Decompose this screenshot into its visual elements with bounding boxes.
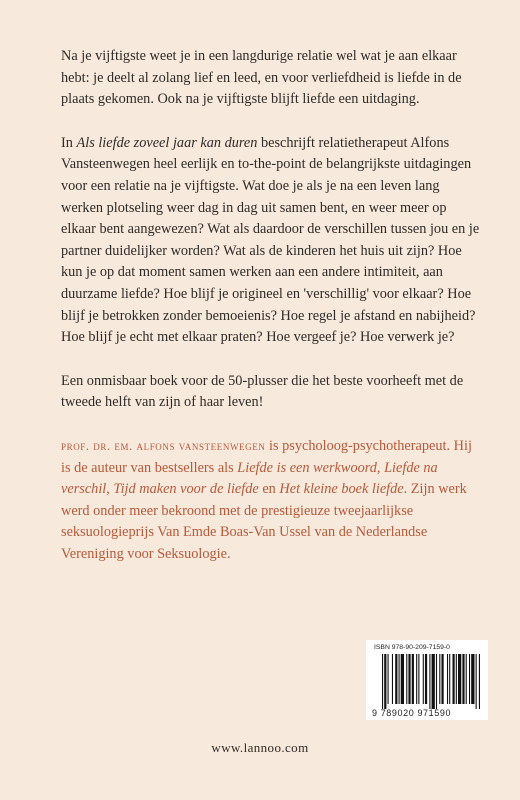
barcode-bar	[439, 654, 440, 704]
bio-text-1: is psycholoog-psychotherapeut. Hij is de auteur van bestsellers als	[61, 437, 472, 476]
barcode-bar	[412, 654, 414, 704]
barcode-bar	[462, 654, 464, 704]
barcode-bar	[392, 654, 393, 704]
publisher-website: www.lannoo.com	[211, 740, 309, 755]
barcode	[366, 640, 488, 720]
barcode-bar	[425, 654, 427, 704]
barcode-bars	[382, 654, 480, 709]
barcode-bar	[406, 654, 407, 704]
barcode-bar	[399, 654, 400, 704]
book-title: Als liefde zoveel jaar kan duren	[76, 134, 258, 151]
barcode-bar	[429, 654, 430, 709]
barcode-bar	[382, 654, 383, 709]
barcode-bar	[452, 654, 454, 704]
barcode-bar	[441, 654, 443, 704]
intro-paragraph: Na je vijftigste weet je in een langdurige relatie wel wat je aan elkaar hebt: je deelt al zolang lief en leed, en voor verliefdheid is liefde in de plaats gekomen. Ook na je vijftigste blijft liefde een uitdaging.	[61, 48, 462, 108]
description-paragraph	[61, 133, 481, 349]
description-text: beschrijft relatietherapeut Alfons Vansteenwegen heel eerlijk en to-the-point de belangrijkste uitdagingen voor een relatie na je vijftigste. Wat doe je als je na een leven lang werken plotseling weer dag in dag uit samen bent, en weer meer op elkaar bent aangewezen? Wat als daardoor de verschillen tussen jou en je partner duidelijker worden? Wat als de kinderen het huis uit zijn? Hoe kun je op dat moment samen werken aan een andere intimiteit, aan duurzame liefde? Hoe blijf je origineel en 'verschillig' voor elkaar? Hoe blijf je betrokken zonder bemoeienis? Hoe regel je afstand en nabijheid? Hoe blijf je echt met elkaar praten? Hoe vergeef je? Hoe verwerk je?	[61, 134, 480, 346]
barcode-bar	[432, 654, 435, 709]
barcode-digits: 9 789020 971590	[372, 708, 452, 718]
bio-text-2: . Zijn werk werd onder meer bekroond met de prestigieuze tweejaarlijkse seksuologieprijs Van Emde Boas-Van Ussel van de Nederlandse Vereniging voor Seksuologie.	[61, 481, 467, 562]
barcode-bar	[401, 654, 404, 704]
bio-separator-3: en	[258, 481, 280, 498]
barcode-bar	[416, 654, 417, 704]
bio-book-3: Tijd maken voor de liefde	[113, 481, 259, 498]
barcode-bar	[408, 654, 410, 704]
barcode-bar	[469, 654, 470, 704]
barcode-bar	[388, 654, 389, 704]
isbn-label: ISBN 978-90-209-7159-0	[374, 644, 450, 651]
barcode-bar	[436, 654, 437, 709]
barcode-bar	[466, 654, 467, 704]
barcode-bar	[395, 654, 397, 704]
bio-book-4: Het kleine boek liefde	[279, 481, 404, 498]
author-name: prof. dr. em. alfons vansteenwegen	[61, 438, 266, 453]
barcode-bar	[456, 654, 457, 704]
barcode-bar	[418, 654, 419, 704]
barcode-bar	[449, 654, 450, 704]
barcode-bar	[471, 654, 474, 704]
barcode-bar	[384, 654, 386, 709]
back-cover-text	[61, 46, 481, 565]
barcode-bar	[447, 654, 448, 704]
barcode-bar	[423, 654, 424, 704]
barcode-bar	[476, 654, 477, 709]
author-bio	[61, 436, 481, 566]
barcode-bar	[458, 654, 461, 704]
closing-paragraph: Een onmisbaar boek voor de 50-plusser die het beste voorheeft met de tweede helft van zijn of haar leven!	[61, 372, 464, 411]
bio-book-2: Liefde na verschil	[61, 459, 438, 498]
bio-separator-1: ,	[376, 459, 385, 476]
description-prefix: In	[61, 134, 77, 151]
bio-separator-2: ,	[106, 481, 114, 498]
barcode-bar	[479, 654, 480, 709]
bio-book-1: Liefde is een werkwoord	[237, 459, 377, 476]
